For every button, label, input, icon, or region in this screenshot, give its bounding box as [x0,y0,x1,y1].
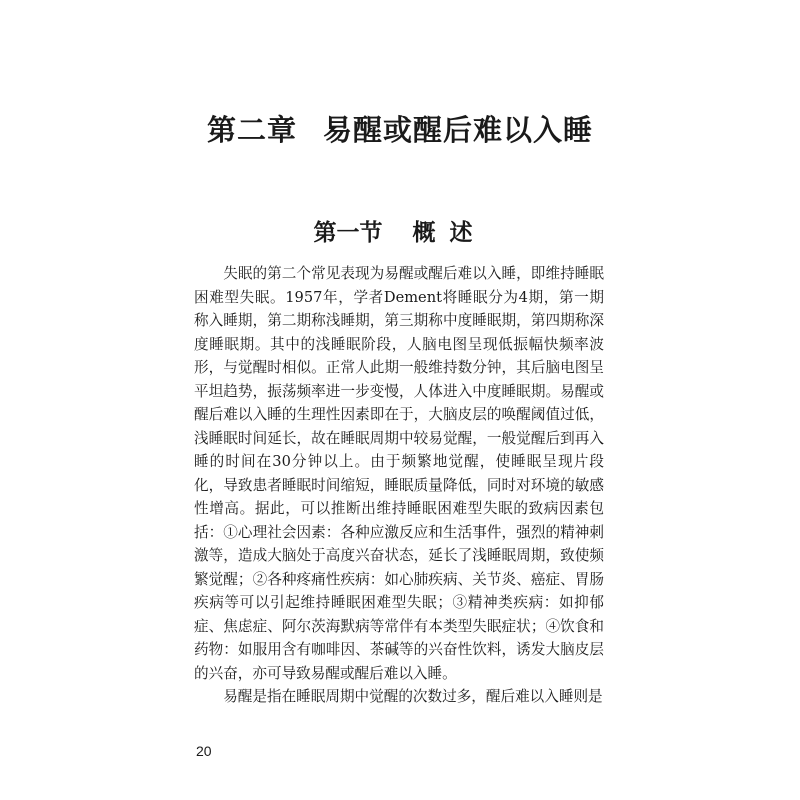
section-name: 概述 [412,219,487,246]
chapter-title [0,108,800,149]
page-number: 20 [196,743,212,759]
chapter-name: 易醒或醒后难以入睡 [323,113,594,147]
section-number: 第一节 [313,219,383,246]
body-text [194,262,604,709]
section-title [0,214,800,247]
paragraph: 失眠的第二个常见表现为易醒或醒后难以入睡，即维持睡眠困难型失眠。1957年，学者Dement将睡眠分为4期，第一期称入睡期，第二期称浅睡期，第三期称中度睡眠期，第四期称深度睡眠期。其中的浅睡眠阶段，人脑电图呈现低振幅快频率波形，与觉醒时相似。正常人此期一般维持数分钟，其后脑电图呈平坦趋势，振荡频率进一步变慢，人体进入中度睡眠期。易醒或醒后难以入睡的生理性因素即在于，大脑皮层的唤醒阈值过低，浅睡眠时间延长，故在睡眠周期中较易觉醒，一般觉醒后到再入睡的时间在30分钟以上。由于频繁地觉醒，使睡眠呈现片段化，导致患者睡眠时间缩短，睡眠质量降低，同时对环境的敏感性增高。据此，可以推断出维持睡眠困难型失眠的致病因素包括：①心理社会因素：各种应激反应和生活事件，强烈的精神刺激等，造成大脑处于高度兴奋状态，延长了浅睡眠周期，致使频繁觉醒；②各种疼痛性疾病：如心肺疾病、关节炎、癌症、胃肠疾病等可以引起维持睡眠困难型失眠；③精神类疾病：如抑郁症、焦虑症、阿尔茨海默病等常伴有本类型失眠症状；④饮食和药物：如服用含有咖啡因、茶碱等的兴奋性饮料，诱发大脑皮层的兴奋，亦可导致易醒或醒后难以入睡。 [194,265,604,682]
paragraph: 易醒是指在睡眠周期中觉醒的次数过多，醒后难以入睡则是 [223,688,603,705]
chapter-number: 第二章 [206,113,297,147]
